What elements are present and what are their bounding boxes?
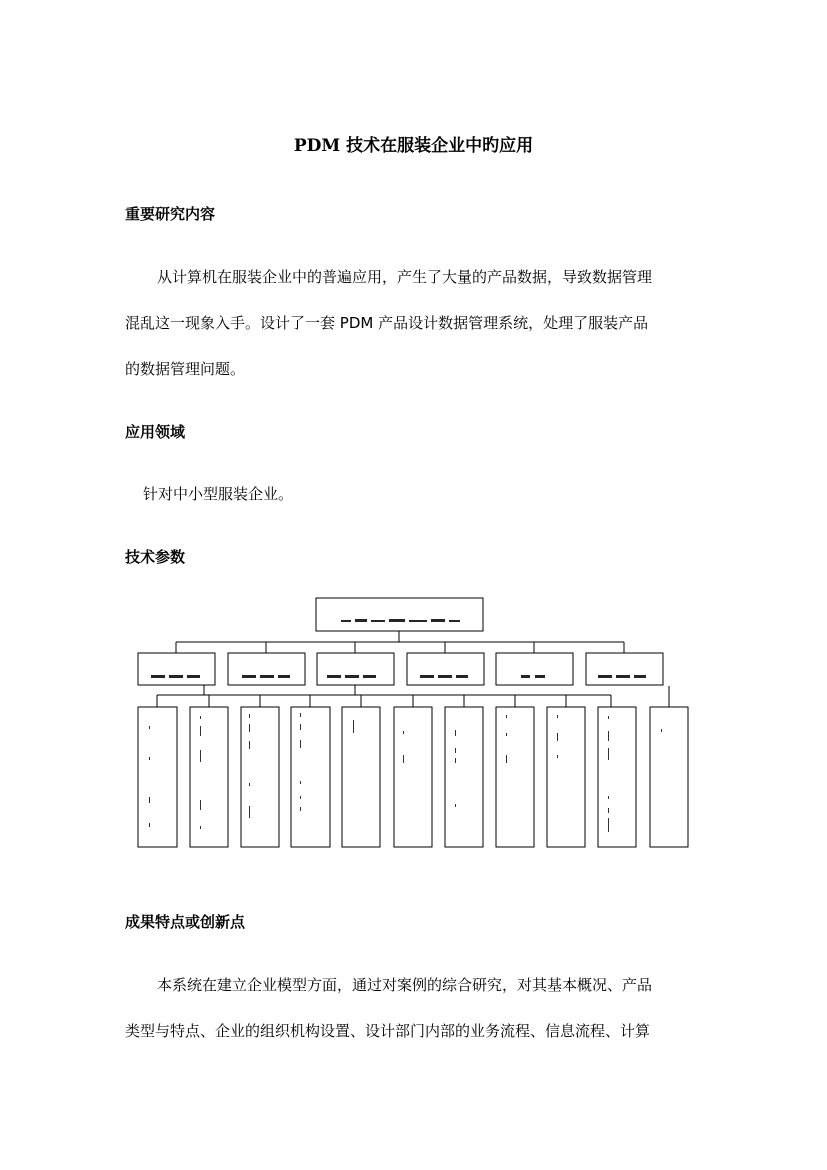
diagram-level2-box [317,653,394,685]
diagram-level3-box [241,707,279,847]
diagram-root-label [341,619,460,622]
diagram-level3-box [598,707,636,847]
diagram-level3-box [650,707,688,847]
section-body-application: 针对中小型服装企业。 [143,485,294,503]
body-line: 混乱这一现象入手。设计了一套 PDM 产品设计数据管理系统，处理了服装产品 [125,314,649,332]
diagram-level3-box [445,707,483,847]
diagram-level3-box [342,707,380,847]
diagram-level2-box [407,653,484,685]
diagram-level2-box [138,653,215,685]
section-heading-parameters: 技术参数 [125,548,186,566]
diagram-level2-box [228,653,305,685]
diagram-level2-box [496,653,573,685]
section-body-features [125,962,703,1054]
diagram-level3-box [190,707,228,847]
body-line: 的数据管理问题。 [125,360,246,378]
diagram-level2-box [586,653,663,685]
document-title: PDM 技术在服装企业中旳应用 [293,136,534,156]
diagram-level3-box [138,707,177,847]
section-heading-application: 应用领域 [125,423,186,441]
diagram-level3-box [547,707,585,847]
body-line: 类型与特点、企业的组织机构设置、设计部门内部的业务流程、信息流程、计算 [125,1022,651,1040]
body-line: 本系统在建立企业模型方面，通过对案例的综合研究，对其基本概况、产品 [157,976,653,994]
diagram-level3-box [496,707,534,847]
diagram-level3-box [291,707,330,847]
diagram-root-box [316,598,483,631]
section-heading-research: 重要研究内容 [125,205,216,223]
body-line: 从计算机在服装企业中的普遍应用，产生了大量的产品数据，导致数据管理 [157,268,653,286]
section-heading-features: 成果特点或创新点 [125,913,246,931]
diagram-level3-box [394,707,432,847]
